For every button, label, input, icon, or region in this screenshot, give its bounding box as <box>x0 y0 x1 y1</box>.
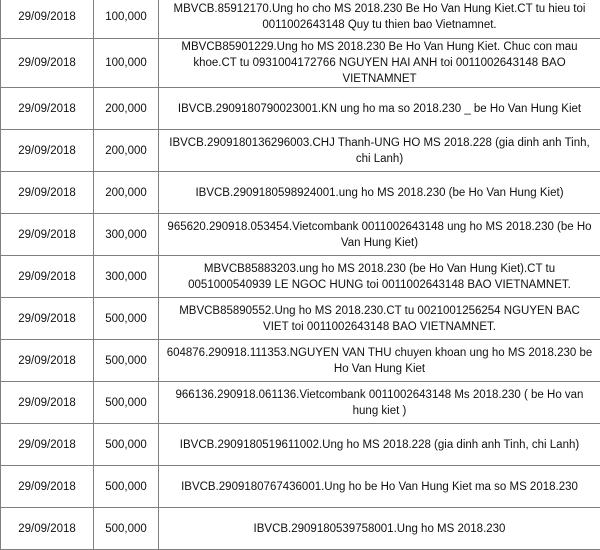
amount-cell: 500,000 <box>94 508 159 550</box>
date-cell: 29/09/2018 <box>1 172 94 214</box>
date-cell: 29/09/2018 <box>1 298 94 340</box>
description-cell: 966136.290918.061136.Vietcombank 0011002643148 Ms 2018.230 ( be Ho van hung kiet ) <box>159 382 600 424</box>
description-cell: MBVCB85883203.ung ho MS 2018.230 (be Ho Van Hung Kiet).CT tu 0051000540939 LE NGOC HUNG toi 0011002643148 BAO VIETNAMNET. <box>159 256 600 298</box>
amount-cell: 500,000 <box>94 382 159 424</box>
date-cell: 29/09/2018 <box>1 340 94 382</box>
description-cell: 965620.290918.053454.Vietcombank 0011002643148 ung ho MS 2018.230 (be Ho Van Hung Kiet) <box>159 214 600 256</box>
date-cell: 29/09/2018 <box>1 130 94 172</box>
table-row <box>1 172 600 214</box>
description-cell: 604876.290918.111353.NGUYEN VAN THU chuyen khoan ung ho MS 2018.230 be Ho Van Hung Kiet <box>159 340 600 382</box>
table-row <box>1 39 600 88</box>
date-cell: 29/09/2018 <box>1 88 94 130</box>
amount-cell: 500,000 <box>94 298 159 340</box>
table-row <box>1 256 600 298</box>
table-row <box>1 214 600 256</box>
description-cell: IBVCB.2909180136296003.CHJ Thanh-UNG HO MS 2018.228 (gia dinh anh Tinh, chi Lanh) <box>159 130 600 172</box>
date-cell: 29/09/2018 <box>1 508 94 550</box>
description-cell: MBVCB85890552.Ung ho MS 2018.230.CT tu 0021001256254 NGUYEN BAC VIET toi 0011002643148 BAO VIETNAMNET. <box>159 298 600 340</box>
table-row <box>1 298 600 340</box>
description-cell: IBVCB.2909180790023001.KN ung ho ma so 2018.230 _ be Ho Van Hung Kiet <box>159 88 600 130</box>
amount-cell: 500,000 <box>94 424 159 466</box>
date-cell: 29/09/2018 <box>1 382 94 424</box>
date-cell: 29/09/2018 <box>1 39 94 88</box>
date-cell: 29/09/2018 <box>1 256 94 298</box>
date-cell: 29/09/2018 <box>1 0 94 39</box>
amount-cell: 200,000 <box>94 88 159 130</box>
description-cell: IBVCB.2909180519611002.Ung ho MS 2018.228 (gia dinh anh Tinh, chi Lanh) <box>159 424 600 466</box>
amount-cell: 300,000 <box>94 256 159 298</box>
table-row <box>1 130 600 172</box>
description-cell: IBVCB.2909180598924001.ung ho MS 2018.230 (be Ho Van Hung Kiet) <box>159 172 600 214</box>
description-cell: MBVCB.85912170.Ung ho cho MS 2018.230 Be Ho Van Hung Kiet.CT tu hieu toi 0011002643148 Quy tu thien bao Vietnamnet. <box>159 0 600 39</box>
date-cell: 29/09/2018 <box>1 466 94 508</box>
amount-cell: 300,000 <box>94 214 159 256</box>
table-row <box>1 382 600 424</box>
amount-cell: 500,000 <box>94 466 159 508</box>
description-cell: IBVCB.2909180539758001.Ung ho MS 2018.230 <box>159 508 600 550</box>
table-row <box>1 508 600 550</box>
amount-cell: 200,000 <box>94 172 159 214</box>
description-cell: MBVCB85901229.Ung ho MS 2018.230 Be Ho Van Hung Kiet. Chuc con mau khoe.CT tu 0931004172766 NGUYEN HAI ANH toi 0011002643148 BAO VIETNAMNET <box>159 39 600 88</box>
table-row <box>1 0 600 39</box>
table-row <box>1 88 600 130</box>
amount-cell: 100,000 <box>94 39 159 88</box>
table-row <box>1 340 600 382</box>
amount-cell: 100,000 <box>94 0 159 39</box>
amount-cell: 500,000 <box>94 340 159 382</box>
table-row <box>1 466 600 508</box>
table-row <box>1 424 600 466</box>
amount-cell: 200,000 <box>94 130 159 172</box>
date-cell: 29/09/2018 <box>1 214 94 256</box>
date-cell: 29/09/2018 <box>1 424 94 466</box>
description-cell: IBVCB.2909180767436001.Ung ho be Ho Van Hung Kiet ma so MS 2018.230 <box>159 466 600 508</box>
